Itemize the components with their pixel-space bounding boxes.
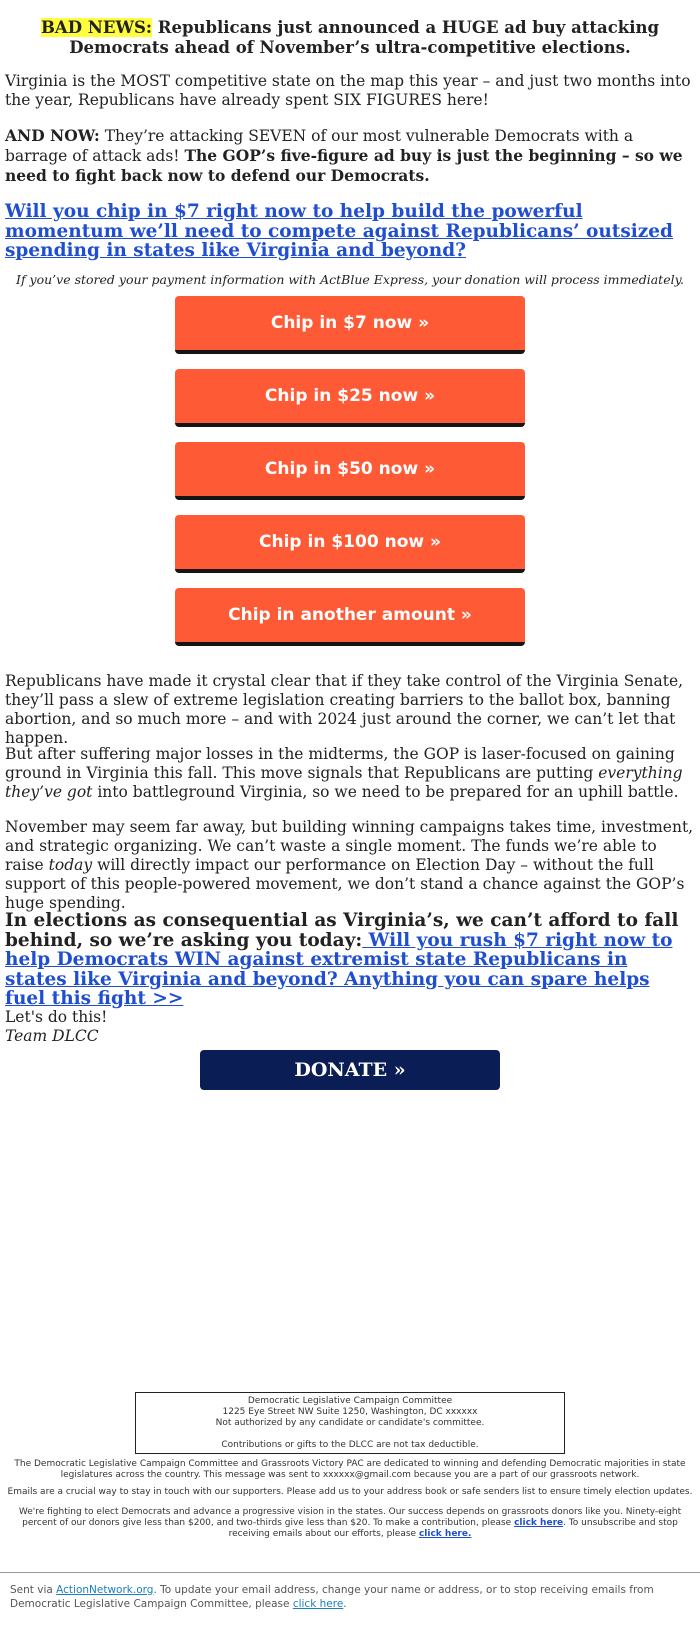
contribute-link[interactable]: click here xyxy=(514,1518,564,1528)
footer-org-name: Democratic Legislative Campaign Committee xyxy=(247,1396,453,1406)
chip-in-7-link[interactable]: Will you chip in $7 right now to help build the powerful momentum we’ll need to compete against Republicans’ outsized spending in states like Virginia and beyond? xyxy=(5,201,673,261)
footer-donors-note xyxy=(5,1507,695,1540)
actionnetwork-link[interactable]: ActionNetwork.org xyxy=(56,1584,154,1596)
body-paragraph-4-em: everything they’ve got xyxy=(5,764,683,801)
rush-7-link[interactable]: Will you rush $7 right now to help Democrats WIN against extremist state Republicans in states like Virginia and beyond? Anything you can spare helps fuel this fight >> xyxy=(5,929,673,1009)
body-paragraph-5-b: will directly impact our performance on Election Day – without the full support of this people-powered movement, we don’t stand a chance against the GOP’s huge spending. xyxy=(5,856,685,912)
footer-donors-text-b: . To unsubscribe and stop receiving emails about our efforts, please xyxy=(228,1518,678,1539)
closer-lead: In elections as consequential as Virginia’s, we can’t afford to fall behind, so we’re asking you today: xyxy=(5,910,679,951)
sent-via-note xyxy=(10,1583,670,1611)
intro-paragraph-1: Virginia is the MOST competitive state on the map this year – and just two months into the year, Republicans have already spent SIX FIGURES here! xyxy=(5,72,691,109)
sent-via-text-c: . xyxy=(343,1598,347,1610)
chip-in-7-button[interactable]: Chip in $7 now » xyxy=(175,296,525,354)
bad-news-badge: BAD NEWS: xyxy=(40,18,152,37)
body-paragraph-5 xyxy=(5,818,695,913)
intro-paragraph-2 xyxy=(5,126,695,186)
intro-paragraph-2-text: They’re attacking SEVEN of our most vulnerable Democrats with a barrage of attack ads! xyxy=(5,127,634,165)
closer-block xyxy=(5,911,695,1009)
body-paragraph-4-a: But after suffering major losses in the midterms, the GOP is laser-focused on gaining ground in Virginia this fall. This move signals that Republicans are putting xyxy=(5,745,675,782)
body-paragraph-5-em: today xyxy=(48,856,93,874)
footer-mission: The Democratic Legislative Campaign Committee and Grassroots Victory PAC are dedicated to winning and defending Democratic majorities in state legislatures across the country. This message was sent to xxxxxx@gmail.com because you are a part of our grassroots network. xyxy=(14,1459,686,1480)
chip-in-100-button[interactable]: Chip in $100 now » xyxy=(175,515,525,573)
body-paragraph-4-b: into battleground Virginia, so we need to be prepared for an uphill battle. xyxy=(92,783,679,801)
body-paragraph-5-a: November may seem far away, but building winning campaigns takes time, investment, and strategic organizing. We can’t waste a single moment. The funds we’re able to raise xyxy=(5,818,694,874)
footer-donors-text-a: We're fighting to elect Democrats and advance a progressive vision in the states. Our success depends on grassroots donors like you. Ninety-eight percent of our donors give less than $200, and two-thirds give less than $20. To make a contribution, please xyxy=(18,1507,682,1528)
signoff xyxy=(5,1008,107,1046)
actblue-express-note: If you’ve stored your payment information with ActBlue Express, your donation will process immediately. xyxy=(16,272,684,287)
and-now-lead: AND NOW: xyxy=(5,126,100,145)
update-preferences-link[interactable]: click here xyxy=(292,1598,344,1610)
body-paragraph-4 xyxy=(5,745,695,802)
footer-divider xyxy=(0,1572,700,1573)
ask-block xyxy=(5,202,695,261)
chip-in-50-button[interactable]: Chip in $50 now » xyxy=(175,442,525,500)
intro-paragraph-2-bold: The GOP’s five-figure ad buy is just the beginning – so we need to fight back now to defend our Democrats. xyxy=(5,146,683,185)
chip-in-25-button[interactable]: Chip in $25 now » xyxy=(175,369,525,427)
chip-in-other-amount-button[interactable]: Chip in another amount » xyxy=(175,588,525,646)
signoff-line: Let's do this! xyxy=(5,1008,108,1026)
sent-via-text-b: . To update your email address, change your name or address, or to stop receiving emails from Democratic Legislative Campaign Committee, please xyxy=(10,1584,654,1610)
sent-via-text-a: Sent via xyxy=(10,1584,57,1596)
signoff-team: Team DLCC xyxy=(5,1027,99,1045)
donate-button[interactable]: DONATE » xyxy=(200,1050,500,1090)
headline-text: Republicans just announced a HUGE ad buy attacking Democrats ahead of November’s ultra-competitive elections. xyxy=(69,18,660,57)
footer-emails-note: Emails are a crucial way to stay in touch with our supporters. Please add us to your address book or safe senders list to ensure timely election updates. xyxy=(7,1487,693,1497)
unsubscribe-link[interactable]: click here. xyxy=(418,1529,472,1539)
footer-address-box xyxy=(135,1392,565,1454)
footer-tax-note: Contributions or gifts to the DLCC are not tax deductible. xyxy=(221,1440,479,1450)
footer-address: 1225 Eye Street NW Suite 1250, Washington, DC xxxxxx xyxy=(222,1407,478,1417)
footer-disclaimer: Not authorized by any candidate or candidate's committee. xyxy=(215,1418,485,1428)
body-paragraph-3: Republicans have made it crystal clear that if they take control of the Virginia Senate, they’ll pass a slew of extreme legislation creating barriers to the ballot box, banning abortion, and so much more – and with 2024 just around the corner, we can’t let that happen. xyxy=(5,672,684,747)
headline xyxy=(20,18,680,58)
